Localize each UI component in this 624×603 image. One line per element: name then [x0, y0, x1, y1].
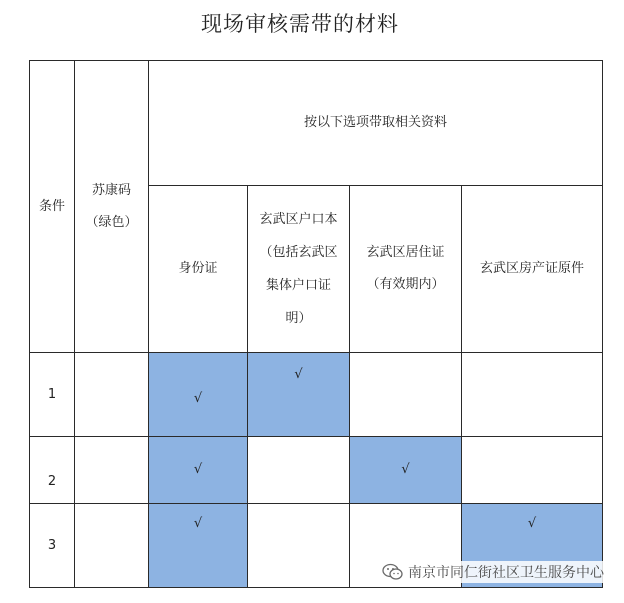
subheader-line: 玄武区居住证: [366, 245, 445, 260]
subheader-property-cert: [462, 186, 603, 353]
header-condition: 条件: [30, 61, 75, 353]
sukang-cell: [75, 504, 149, 588]
sukang-cell: [75, 437, 149, 504]
subheader-line: （有效期内）: [366, 277, 445, 292]
subheader-id-card: [149, 186, 248, 353]
check-cell: [149, 353, 248, 437]
materials-table: [29, 60, 603, 588]
checkmark: √: [294, 367, 303, 382]
header-group: 按以下选项带取相关资料: [149, 61, 603, 186]
subheader-residence-permit: [350, 186, 462, 353]
subheader-hukou: [248, 186, 350, 353]
check-cell: [350, 353, 462, 437]
table-row: [30, 353, 603, 437]
subheader-line: 身份证: [178, 261, 218, 277]
page-title: 现场审核需带的材料: [201, 12, 399, 36]
subheader-line: 玄武区户口本: [259, 212, 338, 227]
checkmark: √: [193, 462, 203, 478]
sukang-cell: [75, 353, 149, 437]
check-cell: [149, 437, 248, 504]
header-sukang-line: （绿色）: [85, 214, 138, 230]
checkmark: √: [401, 462, 410, 478]
check-cell: [462, 437, 603, 504]
row-number: 2: [30, 437, 75, 504]
subheader-line: （包括玄武区: [259, 245, 338, 260]
check-cell: [248, 504, 350, 588]
checkmark: √: [527, 516, 537, 531]
check-cell: [350, 437, 462, 504]
checkmark: √: [193, 516, 203, 531]
watermark-text: 南京市同仁街社区卫生服务中心: [408, 565, 604, 581]
header-sukang: [75, 61, 149, 353]
row-number: 3: [30, 504, 75, 588]
check-cell: [462, 353, 603, 437]
row-number: 1: [30, 353, 75, 437]
check-cell: [149, 504, 248, 588]
table-row: [30, 437, 603, 504]
header-sukang-line: 苏康码: [91, 182, 131, 198]
subheader-line: 玄武区房产证原件: [479, 261, 584, 277]
check-cell: [248, 353, 350, 437]
subheader-line: 明）: [285, 311, 312, 326]
check-cell: [248, 437, 350, 504]
subheader-line: 集体户口证: [265, 278, 331, 293]
checkmark: √: [193, 390, 203, 406]
wechat-icon: [382, 563, 404, 581]
watermark: [380, 561, 606, 583]
